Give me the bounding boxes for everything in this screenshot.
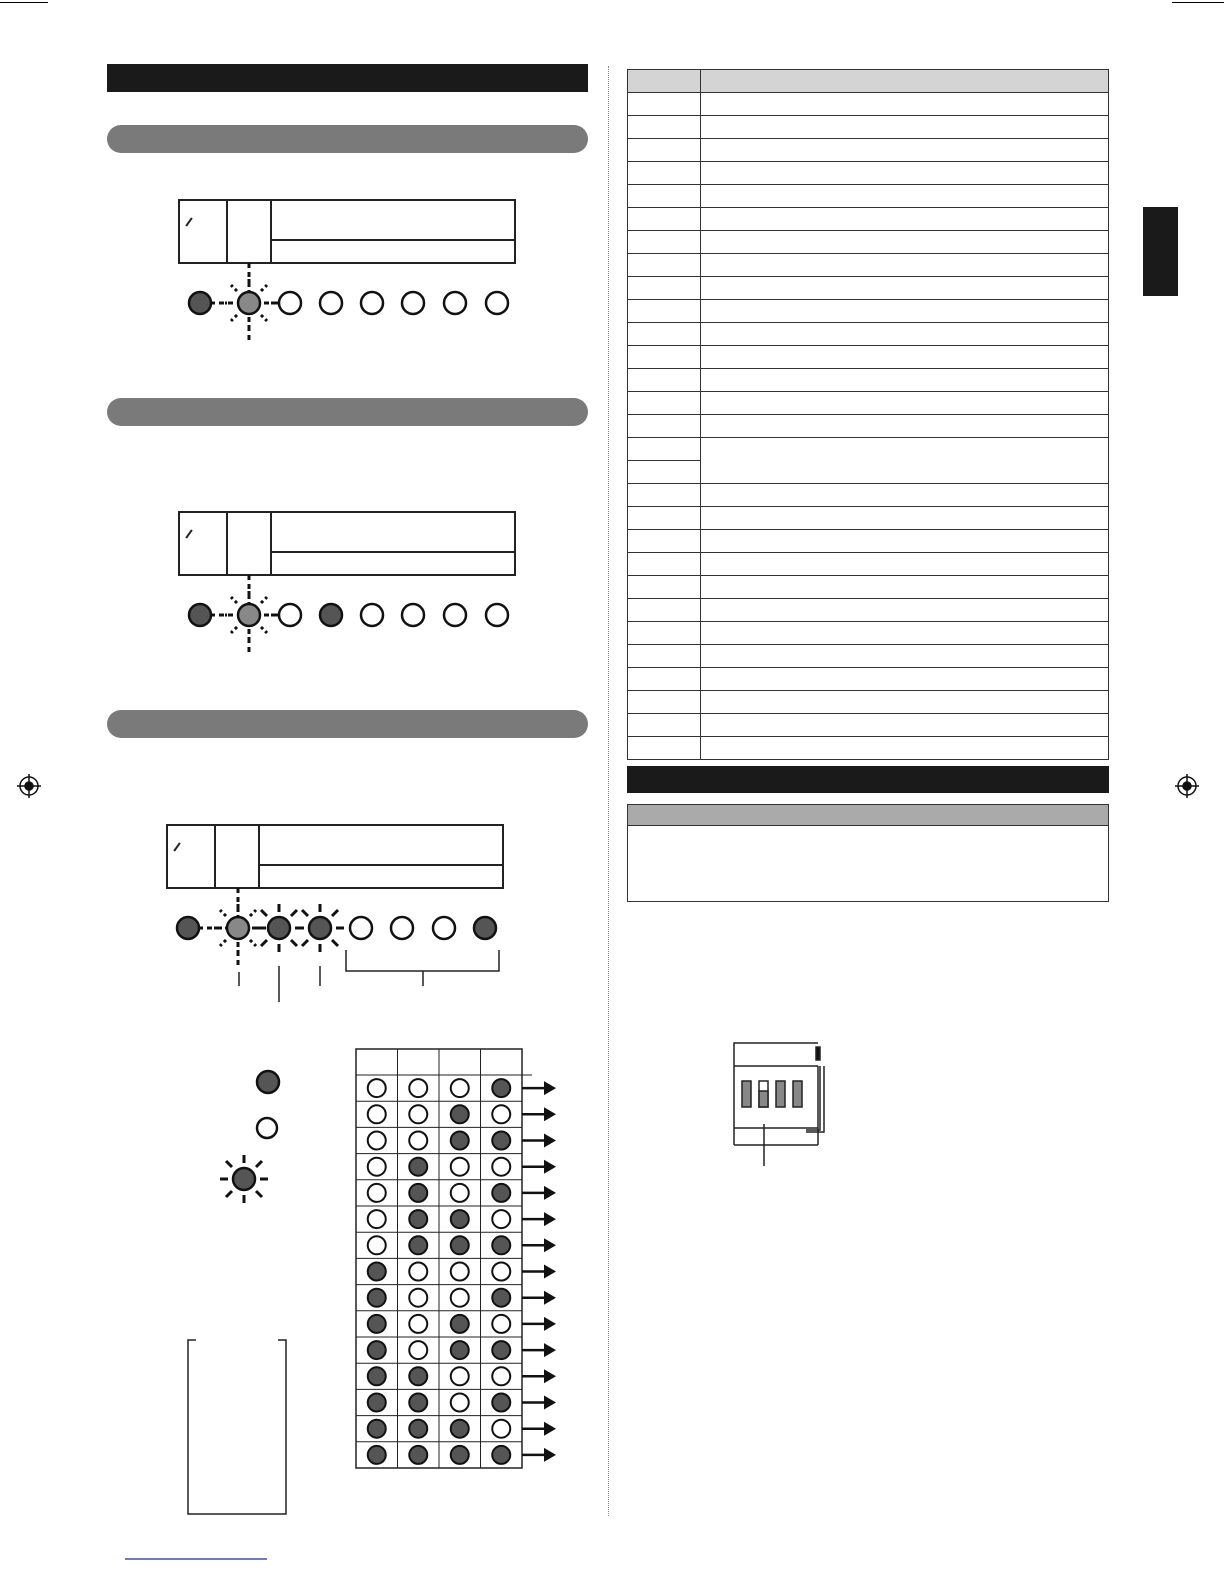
table-row [628, 576, 1109, 599]
code-lamp [492, 1184, 510, 1202]
table-cell [701, 645, 1109, 668]
table-cell [701, 484, 1109, 507]
table-row [628, 553, 1109, 576]
table-row [628, 622, 1109, 645]
table-row [628, 507, 1109, 530]
table-row [628, 254, 1109, 277]
code-lamp [492, 1341, 510, 1359]
indicator-lamp [474, 917, 496, 939]
indicator-lamp [279, 292, 301, 314]
indicator-lamp [309, 917, 331, 939]
code-lamp [492, 1446, 510, 1464]
code-lamp [368, 1079, 386, 1097]
indicator-lamp [402, 292, 424, 314]
table-row [628, 691, 1109, 714]
table-cell [628, 323, 701, 346]
table-cell [628, 392, 701, 415]
table-cell [628, 231, 701, 254]
table-cell [628, 507, 701, 530]
table-cell [701, 392, 1109, 415]
indicator-lamp [320, 604, 342, 626]
code-lamp [451, 1079, 469, 1097]
table-cell [628, 576, 701, 599]
indicator-lamp [227, 917, 249, 939]
code-lamp [368, 1341, 386, 1359]
table-row [628, 438, 1109, 461]
table-cell [628, 438, 701, 461]
table-cell [628, 737, 701, 760]
table-cell [701, 277, 1109, 300]
table-row [628, 737, 1109, 760]
code-lamp [368, 1158, 386, 1176]
code-lamp [368, 1394, 386, 1412]
code-lamp [409, 1210, 427, 1228]
indicator-lamp [444, 292, 466, 314]
registration-mark-icon [17, 774, 41, 798]
table-row [628, 185, 1109, 208]
table-header-cell [701, 70, 1109, 93]
indicator-lamp [361, 292, 383, 314]
table-row [628, 208, 1109, 231]
table-cell [701, 162, 1109, 185]
table-cell [701, 208, 1109, 231]
code-lamp [409, 1263, 427, 1281]
table-cell [701, 415, 1109, 438]
table-cell [701, 737, 1109, 760]
indicator-lamp [268, 917, 290, 939]
table-cell [701, 438, 1109, 484]
table-header-cell [628, 70, 701, 93]
table-row [628, 392, 1109, 415]
table-cell [628, 415, 701, 438]
code-lamp [492, 1289, 510, 1307]
table-row [628, 231, 1109, 254]
code-lamp [492, 1105, 510, 1123]
code-lamp [368, 1263, 386, 1281]
legend-blink-lamp [233, 1168, 255, 1190]
table-cell [628, 645, 701, 668]
table-row [628, 300, 1109, 323]
code-lamp [492, 1210, 510, 1228]
dip-switch-illustration [734, 1043, 824, 1166]
legend-off-lamp [257, 1118, 277, 1138]
arrow-right-icon [544, 1422, 556, 1436]
table-cell [701, 231, 1109, 254]
code-lamp [409, 1367, 427, 1385]
code-lamp [451, 1105, 469, 1123]
lamp-group-bracket [239, 950, 499, 1002]
table-cell [701, 346, 1109, 369]
table-cell [628, 369, 701, 392]
code-lamp [368, 1210, 386, 1228]
table-cell [628, 599, 701, 622]
code-lamp [492, 1236, 510, 1254]
table-cell [628, 622, 701, 645]
table-cell [701, 668, 1109, 691]
arrow-right-icon [544, 1343, 556, 1357]
table-row [628, 93, 1109, 116]
table-cell [701, 300, 1109, 323]
code-lamp [492, 1367, 510, 1385]
right-code-table [627, 69, 1109, 760]
code-lamp [368, 1446, 386, 1464]
warning-header [627, 804, 1109, 826]
code-lamp [409, 1420, 427, 1438]
arrow-right-icon [544, 1396, 556, 1410]
table-row [628, 277, 1109, 300]
code-lamp [368, 1105, 386, 1123]
code-lamp [451, 1289, 469, 1307]
table-cell [628, 93, 701, 116]
code-table-layer [356, 1049, 556, 1468]
table-cell [628, 185, 701, 208]
indicator-lamp [189, 604, 211, 626]
code-lamp [368, 1184, 386, 1202]
table-cell [701, 576, 1109, 599]
code-lamp [409, 1341, 427, 1359]
table-row [628, 323, 1109, 346]
table-cell [701, 507, 1109, 530]
table-cell [701, 599, 1109, 622]
table-row [628, 162, 1109, 185]
code-lamp [451, 1315, 469, 1333]
code-lamp [451, 1132, 469, 1150]
table-cell [628, 162, 701, 185]
table-row [628, 668, 1109, 691]
code-lamp [492, 1420, 510, 1438]
code-lamp [409, 1132, 427, 1150]
table-row [628, 116, 1109, 139]
arrow-right-icon [544, 1317, 556, 1331]
table-cell [701, 116, 1109, 139]
lamps-layer [177, 263, 508, 968]
indicator-lamp [361, 604, 383, 626]
table-cell [628, 484, 701, 507]
table-cell [701, 553, 1109, 576]
code-lamp [451, 1184, 469, 1202]
table-row [628, 369, 1109, 392]
table-cell [628, 461, 701, 484]
section-header-bar-right [627, 766, 1109, 793]
arrow-right-icon [544, 1134, 556, 1148]
registration-mark-icon [1175, 774, 1199, 798]
code-lamp [368, 1367, 386, 1385]
arrow-right-icon [544, 1160, 556, 1174]
code-lamp [451, 1446, 469, 1464]
table-cell [628, 208, 701, 231]
table-cell [628, 254, 701, 277]
arrow-right-icon [544, 1081, 556, 1095]
warning-body [627, 826, 1109, 902]
indicator-lamp [177, 917, 199, 939]
arrow-right-icon [544, 1291, 556, 1305]
arrow-right-icon [544, 1238, 556, 1252]
legend-on-lamp [257, 1071, 279, 1093]
table-row [628, 139, 1109, 162]
code-lamp [451, 1210, 469, 1228]
table-cell [628, 668, 701, 691]
table-cell [701, 369, 1109, 392]
code-lamp [451, 1420, 469, 1438]
arrow-right-icon [544, 1265, 556, 1279]
code-lamp [492, 1315, 510, 1333]
code-lamp [368, 1420, 386, 1438]
code-lamp [409, 1158, 427, 1176]
table-cell [701, 323, 1109, 346]
table-cell [628, 300, 701, 323]
table-cell [701, 254, 1109, 277]
code-lamp [451, 1341, 469, 1359]
table-cell [701, 185, 1109, 208]
column-divider [608, 66, 609, 1516]
code-lamp [492, 1263, 510, 1281]
table-row [628, 599, 1109, 622]
code-lamp [451, 1236, 469, 1254]
code-lamp [409, 1105, 427, 1123]
table-header-row [628, 70, 1109, 93]
table-row [628, 645, 1109, 668]
code-lamp [451, 1367, 469, 1385]
indicator-lamp [402, 604, 424, 626]
code-lamp [409, 1315, 427, 1333]
language-side-tab [1143, 207, 1178, 296]
code-lamp [368, 1289, 386, 1307]
code-lamp [409, 1446, 427, 1464]
code-lamp [451, 1158, 469, 1176]
table-cell [628, 714, 701, 737]
table-cell [628, 530, 701, 553]
indicator-lamp [444, 604, 466, 626]
indicator-lamp [320, 292, 342, 314]
table-cell [628, 277, 701, 300]
table-cell [628, 691, 701, 714]
table-row [628, 346, 1109, 369]
indicator-lamp [433, 917, 455, 939]
arrow-right-icon [544, 1107, 556, 1121]
code-lamp [409, 1236, 427, 1254]
note-bracket-box [188, 1340, 286, 1514]
indicator-lamp [486, 292, 508, 314]
code-lamp [368, 1132, 386, 1150]
code-lamp [492, 1394, 510, 1412]
table-cell [628, 346, 701, 369]
table-cell [628, 139, 701, 162]
code-lamp [409, 1184, 427, 1202]
indicator-lamp [279, 604, 301, 626]
table-cell [628, 116, 701, 139]
code-lamp [492, 1158, 510, 1176]
code-lamp [368, 1315, 386, 1333]
code-lamp [492, 1079, 510, 1097]
code-lamp [451, 1394, 469, 1412]
table-cell [701, 530, 1109, 553]
legend-lamps [220, 1071, 279, 1203]
code-lamp [409, 1289, 427, 1307]
table-row [628, 415, 1109, 438]
indicator-lamp [486, 604, 508, 626]
table-cell [701, 622, 1109, 645]
code-lamp [451, 1263, 469, 1281]
table-cell [701, 691, 1109, 714]
code-lamp [492, 1132, 510, 1150]
table-cell [701, 93, 1109, 116]
table-row [628, 530, 1109, 553]
table-row [628, 484, 1109, 507]
arrow-right-icon [544, 1186, 556, 1200]
table-cell [628, 553, 701, 576]
code-lamp [409, 1079, 427, 1097]
indicator-lamp [350, 917, 372, 939]
indicator-lamp [238, 292, 260, 314]
table-cell [701, 714, 1109, 737]
indicator-lamp [391, 917, 413, 939]
arrow-right-icon [544, 1448, 556, 1462]
indicator-lamp [189, 292, 211, 314]
table-cell [701, 139, 1109, 162]
code-lamp [368, 1236, 386, 1254]
arrow-right-icon [544, 1212, 556, 1226]
code-lamp [409, 1394, 427, 1412]
table-row [628, 714, 1109, 737]
indicator-lamp [238, 604, 260, 626]
arrow-right-icon [544, 1369, 556, 1383]
